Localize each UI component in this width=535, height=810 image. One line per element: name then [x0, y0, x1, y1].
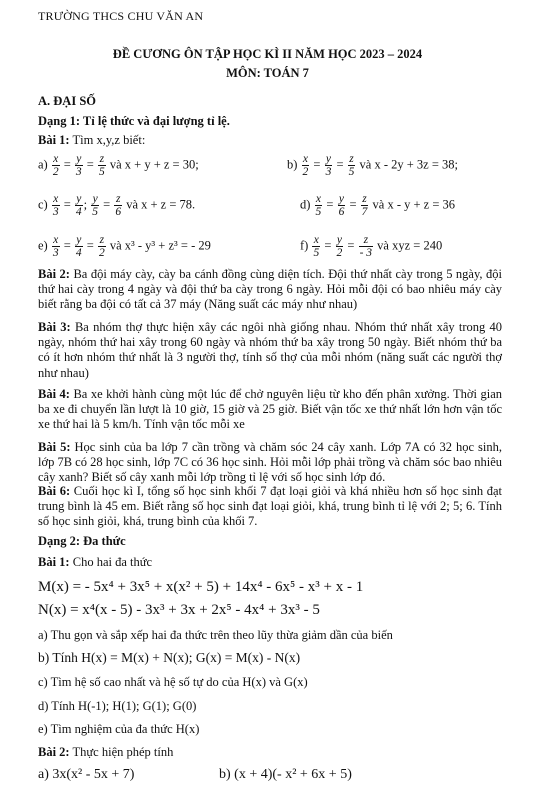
bai2-label: Bài 2:	[38, 267, 70, 281]
bai2-text: Ba đội máy cày, cày ba cánh đồng cùng diện tích. Đội thứ nhất cày trong 5 ngày, đội thứ hai cày trong 4 ngày và đội thứ ba cày trong 6 ngày. Hỏi mỗi đội có bao nhiêu máy cày biết rằng ba đội có tất cả 37 máy (Năng suất các máy như nhau)	[38, 267, 503, 312]
item-condition: và xyz = 240	[377, 238, 443, 253]
question-b: b) Tính H(x) = M(x) + N(x); G(x) = M(x) - N(x)	[38, 650, 301, 665]
bai1-line	[38, 133, 145, 148]
item-condition: và x - 2y + 3z = 38;	[359, 157, 459, 172]
bai6-text: Cuối học kì I, tổng số học sinh khối 7 đạt loại giỏi và khá nhiều hơn số học sinh đạt trung bình là 45 em. Biết rằng số học sinh đạt loại giỏi, khá, trung bình tỉ lệ với 2; 5; 6. Tính số học sinh giỏi, khá, trung bình của khối 7.	[38, 484, 502, 529]
dang2-bai2-label: Bài 2:	[38, 745, 70, 759]
question-a: a) Thu gọn và sắp xếp hai đa thức trên theo lũy thừa giảm dần của biến	[38, 628, 393, 642]
fraction: $\frac{z}{- 3}$	[359, 234, 373, 259]
bai1-item-c: c) $\frac{x}{3}$ = $\frac{y}{4}$ ; $\frac{y}{5}$ = $\frac{z}{6}$ và x + z = 78.	[38, 193, 196, 218]
document-title: ĐỀ CƯƠNG ÔN TẬP HỌC KÌ II NĂM HỌC 2023 – 2024	[112, 47, 423, 61]
bai1-label: Bài 1:	[38, 133, 70, 147]
bai1-text: Tìm x,y,z biết:	[72, 133, 146, 147]
item-label: b)	[287, 157, 298, 172]
item-label: e)	[38, 238, 48, 253]
item-condition: và x + y + z = 30;	[109, 157, 199, 172]
question-d: d) Tính H(-1); H(1); G(1); G(0)	[38, 699, 197, 713]
bai3-paragraph	[38, 320, 502, 381]
bai1-item-f: f) $\frac{x}{5}$ = $\frac{y}{2}$ = $\frac{z}{- 3}$ và xyz = 240	[300, 234, 443, 259]
dang1-heading: Dạng 1: Tỉ lệ thức và đại lượng tỉ lệ.	[38, 114, 230, 128]
bai1-item-a: a) $\frac{x}{2}$ = $\frac{y}{3}$ = $\frac{z}{5}$ và x + y + z = 30;	[38, 153, 199, 178]
bai4-paragraph	[38, 387, 502, 433]
dang2-bai1-label: Bài 1:	[38, 555, 70, 569]
question-c: c) Tìm hệ số cao nhất và hệ số tự do của H(x) và G(x)	[38, 675, 308, 689]
bai3-text: Ba nhóm thợ thực hiện xây các ngôi nhà giống nhau. Nhóm thứ nhất xây trong 40 ngày, nhóm thứ hai xây trong 60 ngày và nhóm thứ ba xây trong 50 ngày. Biết nhóm thứ ba có ít hơn nhóm thứ nhất là 3 người thợ, tính số thợ của mỗi nhóm (năng suất các người thợ như nhau)	[38, 320, 502, 380]
fraction: $\frac{y}{5}$	[92, 193, 99, 218]
fraction: $\frac{y}{4}$	[75, 193, 82, 218]
bai1-item-b: b) $\frac{x}{2}$ = $\frac{y}{3}$ = $\frac{z}{5}$ và x - 2y + 3z = 38;	[287, 153, 459, 178]
polynomial-m: M(x) = - 5x⁴ + 3x⁵ + x(x² + 5) + 14x⁴ - 6x⁵ - x³ + x - 1	[38, 579, 364, 595]
dang2-bai2-text: Thực hiện phép tính	[72, 745, 174, 759]
fraction: $\frac{z}{5}$	[348, 153, 355, 178]
bai5-text: Học sinh của ba lớp 7 cần trồng và chăm sóc 24 cây xanh. Lớp 7A có 32 học sinh, lớp 7B có 28 học sinh, lớp 7C có 36 học sinh. Hỏi mỗi lớp phải trồng và chăm sóc bao nhiêu cây xanh? Biết số cây xanh mỗi lớp trồng tỉ lệ với số học sinh lớp đó.	[38, 440, 502, 485]
bai4-text: Ba xe khởi hành cùng một lúc để chở nguyên liệu từ kho đến phân xưởng. Thời gian ba xe đi chuyển lần lượt là 10 giờ, 15 giờ và 25 giờ. Biết vận tốc xe thứ nhất lớn hơn vận tốc xe thứ hai là 5 km/h. Tính vận tốc mỗi xe	[38, 387, 502, 432]
fraction: $\frac{x}{5}$	[315, 193, 322, 218]
fraction: $\frac{x}{2}$	[302, 153, 309, 178]
subject-title: MÔN: TOÁN 7	[226, 66, 309, 80]
fraction: $\frac{x}{3}$	[52, 234, 59, 259]
polynomial-n: N(x) = x⁴(x - 5) - 3x³ + 3x + 2x⁵ - 4x⁴ + 3x³ - 5	[38, 602, 320, 618]
item-label: d)	[300, 197, 311, 212]
separator: ;	[83, 197, 88, 212]
dang2-bai1-line	[38, 555, 152, 570]
exercise-2b: b) (x + 4)(- x² + 6x + 5)	[219, 767, 352, 782]
fraction: $\frac{y}{2}$	[336, 234, 343, 259]
fraction: $\frac{x}{3}$	[52, 193, 59, 218]
bai6-label: Bài 6:	[38, 484, 71, 498]
fraction: $\frac{y}{4}$	[75, 234, 82, 259]
fraction: $\frac{z}{6}$	[115, 193, 122, 218]
section-a-heading: A. ĐẠI SỐ	[38, 94, 96, 108]
fraction: $\frac{x}{2}$	[52, 153, 59, 178]
fraction: $\frac{z}{7}$	[361, 193, 368, 218]
bai5-label: Bài 5:	[38, 440, 71, 454]
fraction: $\frac{y}{6}$	[338, 193, 345, 218]
bai5-paragraph	[38, 440, 502, 486]
dang2-bai1-text: Cho hai đa thức	[72, 555, 153, 569]
exercise-2a: a) 3x(x² - 5x + 7)	[38, 767, 135, 782]
dang2-bai2-line	[38, 745, 173, 760]
item-condition: và x + z = 78.	[126, 197, 196, 212]
bai6-paragraph	[38, 484, 502, 530]
bai1-item-e: e) $\frac{x}{3}$ = $\frac{y}{4}$ = $\frac{z}{2}$ và x³ - y³ + z³ = - 29	[38, 234, 211, 259]
fraction: $\frac{y}{3}$	[325, 153, 332, 178]
item-label: c)	[38, 197, 48, 212]
fraction: $\frac{y}{3}$	[75, 153, 82, 178]
bai4-label: Bài 4:	[38, 387, 70, 401]
item-condition: và x - y + z = 36	[372, 197, 456, 212]
fraction: $\frac{z}{5}$	[98, 153, 105, 178]
item-label: a)	[38, 157, 48, 172]
bai3-label: Bài 3:	[38, 320, 71, 334]
bai2-paragraph	[38, 267, 502, 313]
school-name: TRƯỜNG THCS CHU VĂN AN	[38, 9, 204, 23]
item-label: f)	[300, 238, 309, 253]
bai1-item-d: d) $\frac{x}{5}$ = $\frac{y}{6}$ = $\frac{z}{7}$ và x - y + z = 36	[300, 193, 456, 218]
item-condition: và x³ - y³ + z³ = - 29	[109, 238, 211, 253]
fraction: $\frac{x}{5}$	[313, 234, 320, 259]
dang2-heading: Dạng 2: Đa thức	[38, 534, 126, 548]
fraction: $\frac{z}{2}$	[98, 234, 105, 259]
question-e: e) Tìm nghiệm của đa thức H(x)	[38, 722, 200, 736]
